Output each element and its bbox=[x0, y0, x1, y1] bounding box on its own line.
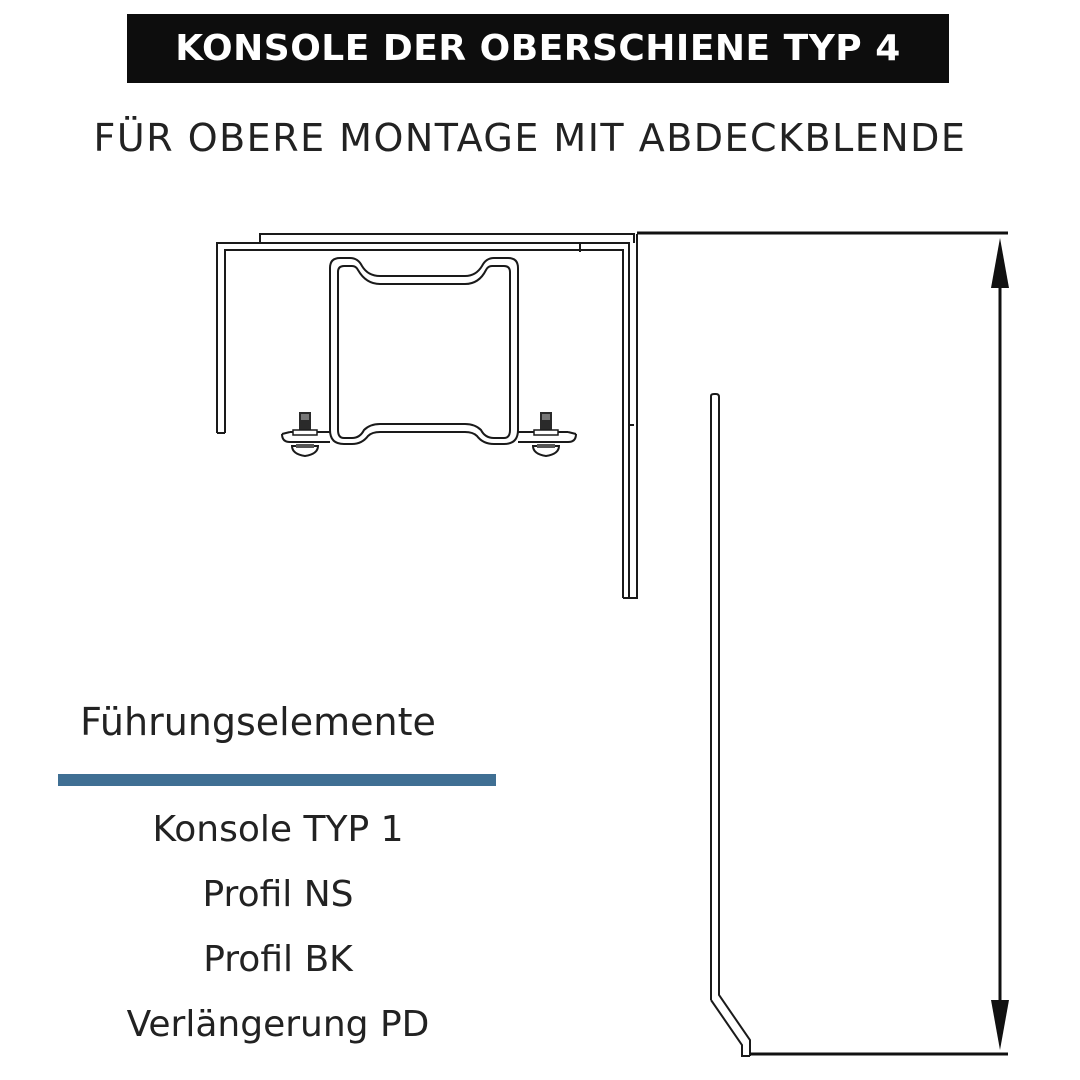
screw-left bbox=[292, 412, 318, 456]
legend-item: Profil BK bbox=[203, 939, 353, 980]
legend-item: Verlängerung PD bbox=[126, 1004, 430, 1045]
cover-panel bbox=[711, 394, 750, 1056]
screw-right bbox=[533, 412, 559, 456]
flange-plate bbox=[282, 432, 576, 442]
bracket-console bbox=[217, 234, 634, 598]
legend-divider bbox=[58, 774, 496, 786]
page-subtitle: FÜR OBERE MONTAGE MIT ABDECKBLENDE bbox=[93, 116, 967, 160]
rail-profile bbox=[330, 258, 518, 444]
legend-list bbox=[58, 804, 498, 1064]
dimension-arrow bbox=[991, 238, 1009, 1050]
page-title: KONSOLE DER OBERSCHIENE TYP 4 bbox=[175, 28, 901, 69]
bracket-stem bbox=[629, 234, 637, 598]
legend-heading: Führungselemente bbox=[80, 700, 436, 744]
legend-item: Profil NS bbox=[202, 874, 354, 915]
legend-item: Konsole TYP 1 bbox=[152, 809, 404, 850]
